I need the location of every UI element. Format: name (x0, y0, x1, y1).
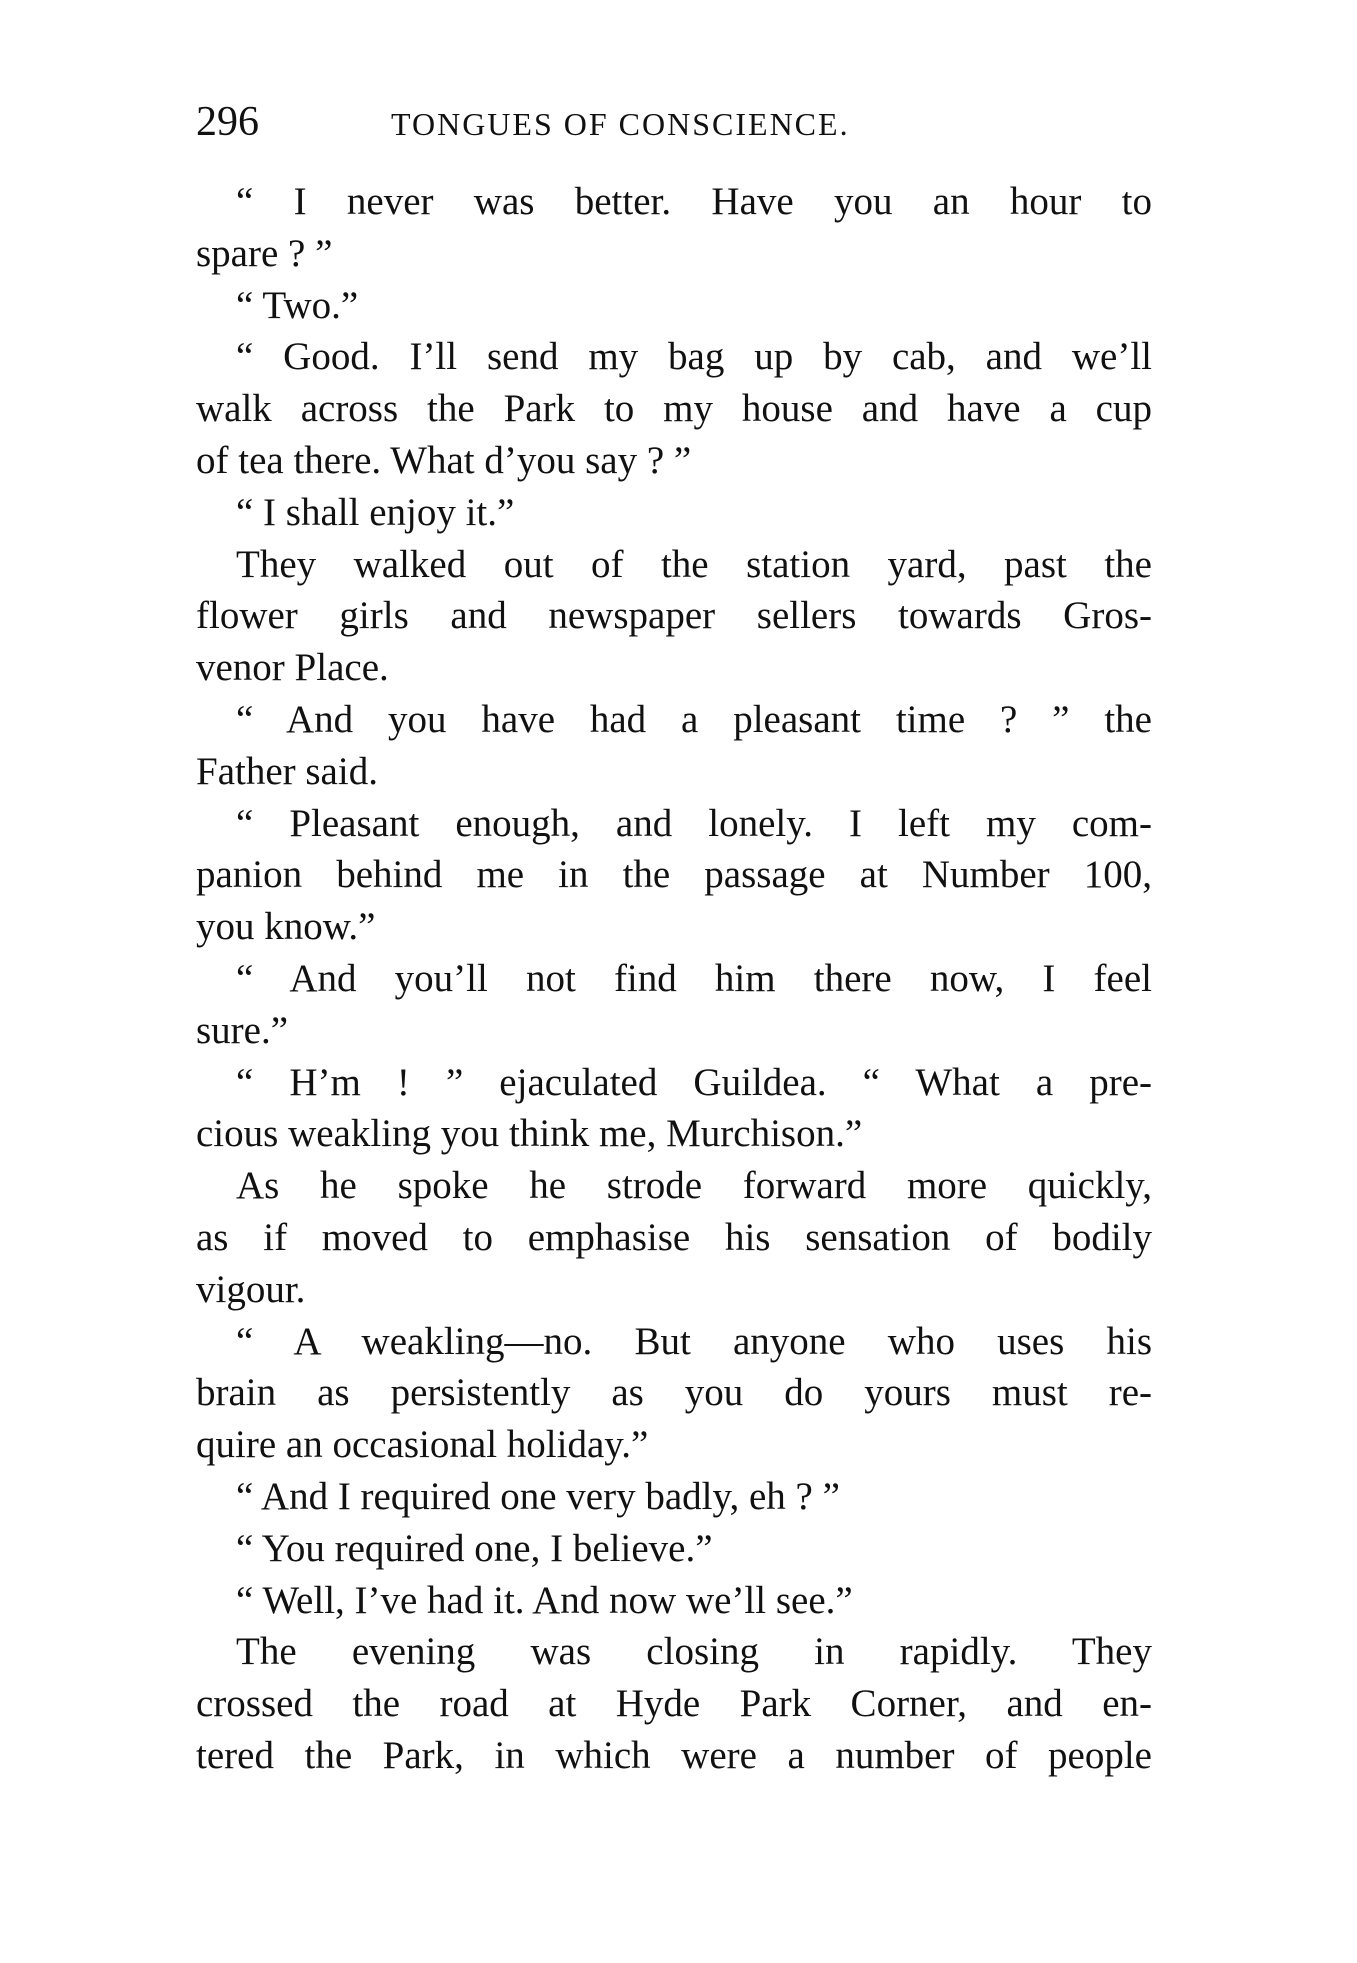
text-line: flower girls and newspaper sellers towards Gros- (196, 594, 1152, 638)
text-line: vigour. (196, 1267, 306, 1311)
text-line: sure.” (196, 1008, 289, 1052)
text-line: tered the Park, in which were a number of people (196, 1733, 1152, 1777)
text-line: spare ? ” (196, 231, 333, 275)
text-line: you know.” (196, 905, 376, 949)
text-line: brain as persistently as you do yours must re- (196, 1371, 1152, 1415)
running-title: TONGUES OF CONSCIENCE. (391, 106, 850, 142)
text-line: panion behind me in the passage at Number 100, (196, 853, 1152, 897)
text-line: walk across the Park to my house and have a cup (196, 387, 1152, 431)
text-line: “ Two.” (236, 283, 359, 327)
text-line: venor Place. (196, 646, 389, 690)
text-line: “ And you have had a pleasant time ? ” the (236, 697, 1152, 741)
text-line: The evening was closing in rapidly. They (236, 1630, 1152, 1674)
text-line: As he spoke he strode forward more quickly, (236, 1164, 1152, 1208)
text-line: of tea there. What d’you say ? ” (196, 438, 692, 482)
text-line: crossed the road at Hyde Park Corner, and en- (196, 1682, 1152, 1726)
text-line: “ H’m ! ” ejaculated Guildea. “ What a pre- (236, 1060, 1152, 1104)
body-text (196, 176, 1152, 1782)
text-line: “ And you’ll not find him there now, I feel (236, 956, 1152, 1000)
text-line: “ I shall enjoy it.” (236, 490, 515, 534)
text-line: “ Well, I’ve had it. And now we’ll see.” (236, 1578, 853, 1622)
page-number: 296 (196, 99, 259, 145)
text-line: “ Good. I’ll send my bag up by cab, and we’ll (236, 335, 1152, 379)
text-line: “ Pleasant enough, and lonely. I left my com- (236, 801, 1152, 845)
text-line: They walked out of the station yard, past the (236, 542, 1152, 586)
text-line: “ And I required one very badly, eh ? ” (236, 1474, 840, 1518)
text-line: quire an occasional holiday.” (196, 1423, 649, 1467)
text-line: cious weakling you think me, Murchison.” (196, 1112, 863, 1156)
running-head (196, 92, 1156, 152)
text-line: as if moved to emphasise his sensation of bodily (196, 1215, 1152, 1259)
text-line: “ You required one, I believe.” (236, 1526, 713, 1570)
text-line: “ A weakling—no. But anyone who uses his (236, 1319, 1152, 1363)
text-line: Father said. (196, 749, 378, 793)
text-line: “ I never was better. Have you an hour to (236, 180, 1152, 223)
